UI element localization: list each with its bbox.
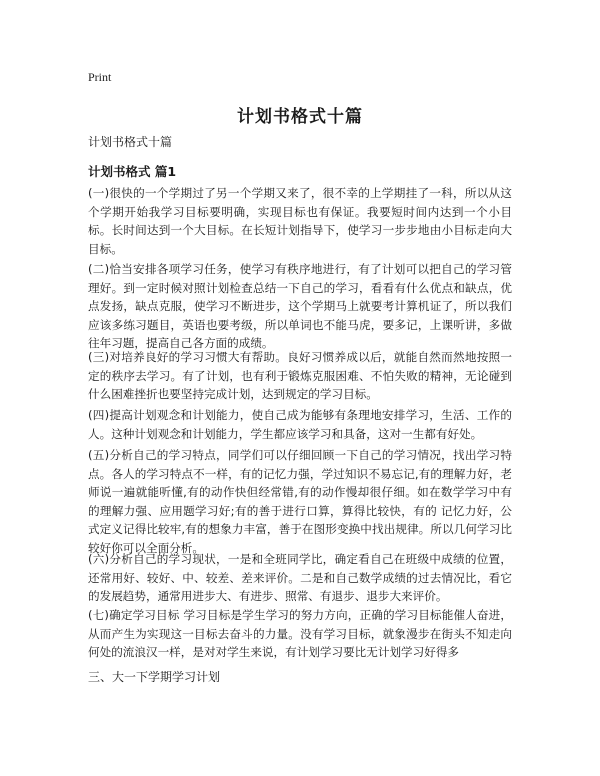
print-label: Print — [88, 70, 112, 84]
paragraph-3: (三)对培养良好的学习习惯大有帮助。良好习惯养成以后，就能自然而然地按照一定的秩序去学习。有了计划，也有利于锻炼克服困难、不怕失败的精神，无论碰到什么困难挫折也要坚持完成计划，达到规定的学习目标。 — [88, 350, 512, 401]
section-heading: 计划书格式 篇1 — [88, 164, 177, 179]
paragraph-4: (四)提高计划观念和计划能力，使自己成为能够有条理地安排学习，生活、工作的人。这种计划观念和计划能力，学生都应该学习和具备，这对一生都有好处。 — [88, 408, 512, 441]
closing-line: 三、大一下学期学习计划 — [88, 670, 221, 684]
paragraph-5: (五)分析自己的学习特点，同学们可以仔细回顾一下自己的学习情况，找出学习特点。各人的学习特点不一样，有的记忆力强，学过知识不易忘记,有的理解力好，老师说一遍就能听懂,有的动作快但经常错,有的动作慢却很仔细。如在数学学习中有的理解力强、应用题学习好;有的善于进行口算，算得比较快，有的 记忆力好，公式定义记得比较牢,有的想象力丰富，善于在图形变换中找出规律。所以几何学习比较好你可以全面分析。 — [88, 448, 512, 555]
paragraph-1: (一)很快的一个学期过了另一个学期又来了，很不幸的上学期挂了一科，所以从这个学期开始我学习目标要明确，实现目标也有保证。我要短时间内达到一个小目标。长时间达到一个大目标。在长短计划指导下，使学习一步步地由小目标走向大目标。 — [88, 186, 512, 256]
document-subtitle: 计划书格式十篇 — [88, 135, 173, 149]
paragraph-7: (七)确定学习目标 学习目标是学生学习的努力方向，正确的学习目标能催人奋进，从而产生为实现这一目标去奋斗的力量。没有学习目标，就象漫步在街头不知走向何处的流浪汉一样，是对对学生来说，有计划学习要比无计划学习好得多 — [88, 608, 512, 659]
paragraph-2: (二)恰当安排各项学习任务，使学习有秩序地进行，有了计划可以把自己的学习管理好。到一定时候对照计划检查总结一下自己的学习，看看有什么优点和缺点，优点发扬，缺点克服，使学习不断进步，这个学期马上就要考计算机证了，所以我们应该多练习题目，英语也要考级，所以单词也不能马虎，要多记，上课听讲，多做往年习题，提高自己各方面的成绩。 — [88, 262, 512, 350]
document-title: 计划书格式十篇 — [237, 107, 363, 127]
paragraph-6: (六)分析自己的学习现状，一是和全班同学比，确定看自己在班级中成绩的位置，还常用好、较好、中、较差、差来评价。二是和自己数学成绩的过去情况比，看它的发展趋势，通常用进步大、有进步、照常、有退步、退步大来评价。 — [88, 552, 512, 603]
